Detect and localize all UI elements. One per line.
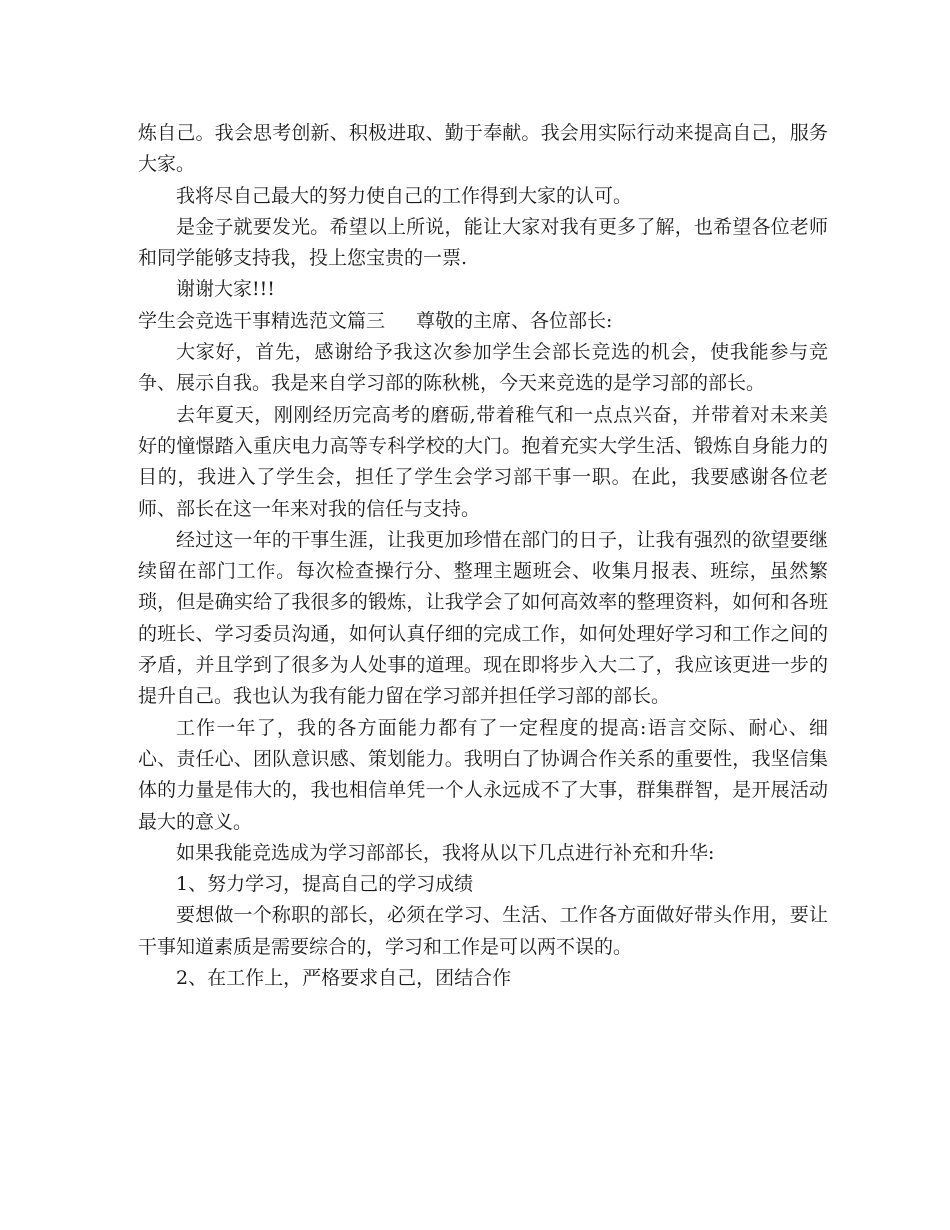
paragraph-thanks: 谢谢大家!!! [176, 278, 275, 301]
paragraph: 工作一年了，我的各方面能力都有了一定程度的提高:语言交际、耐心、细心、责任心、团队意识感、策划能力。我明白了协调合作关系的重要性，我坚信集体的力量是伟大的，我也相信单凭一个人永远成不了大事，群集群智，是开展活动最大的意义。 [138, 716, 828, 833]
document-body [138, 118, 828, 994]
paragraph: 我将尽自己最大的努力使自己的工作得到大家的认可。 [176, 184, 633, 207]
list-item: 2、在工作上，严格要求自己，团结合作 [176, 967, 512, 990]
paragraph-continuation: 炼自己。我会思考创新、积极进取、勤于奉献。我会用实际行动来提高自己，服务大家。 [138, 122, 828, 176]
paragraph: 要想做一个称职的部长，必须在学习、生活、工作各方面做好带头作用，要让干事知道素质是需要综合的，学习和工作是可以两不误的。 [138, 904, 828, 958]
salutation: 尊敬的主席、各位部长: [416, 309, 613, 332]
section-heading [138, 306, 828, 337]
section-title: 学生会竞选干事精选范文篇三 [138, 309, 386, 332]
paragraph: 大家好，首先，感谢给予我这次参加学生会部长竞选的机会，使我能参与竞争、展示自我。我是来自学习部的陈秋桃，今天来竞选的是学习部的部长。 [138, 341, 828, 395]
list-item: 1、努力学习，提高自己的学习成绩 [176, 873, 474, 896]
paragraph: 经过这一年的干事生涯，让我更加珍惜在部门的日子，让我有强烈的欲望要继续留在部门工作。每次检查操行分、整理主题班会、收集月报表、班综，虽然繁琐，但是确实给了我很多的锻炼，让我学会了如何高效率的整理资料，如何和各班的班长、学习委员沟通，如何认真仔细的完成工作，如何处理好学习和工作之间的矛盾，并且学到了很多为人处事的道理。现在即将步入大二了，我应该更进一步的提升自己。我也认为我有能力留在学习部并担任学习部的部长。 [138, 528, 828, 708]
paragraph: 去年夏天，刚刚经历完高考的磨砺,带着稚气和一点点兴奋，并带着对未来美好的憧憬踏入重庆电力高等专科学校的大门。抱着充实大学生活、锻炼自身能力的目的，我进入了学生会，担任了学生会学习部干事一职。在此，我要感谢各位老师、部长在这一年来对我的信任与支持。 [138, 403, 828, 520]
paragraph: 是金子就要发光。希望以上所说，能让大家对我有更多了解，也希望各位老师和同学能够支持我，投上您宝贵的一票. [138, 215, 828, 270]
paragraph: 如果我能竞选成为学习部部长，我将从以下几点进行补充和升华: [176, 841, 715, 864]
